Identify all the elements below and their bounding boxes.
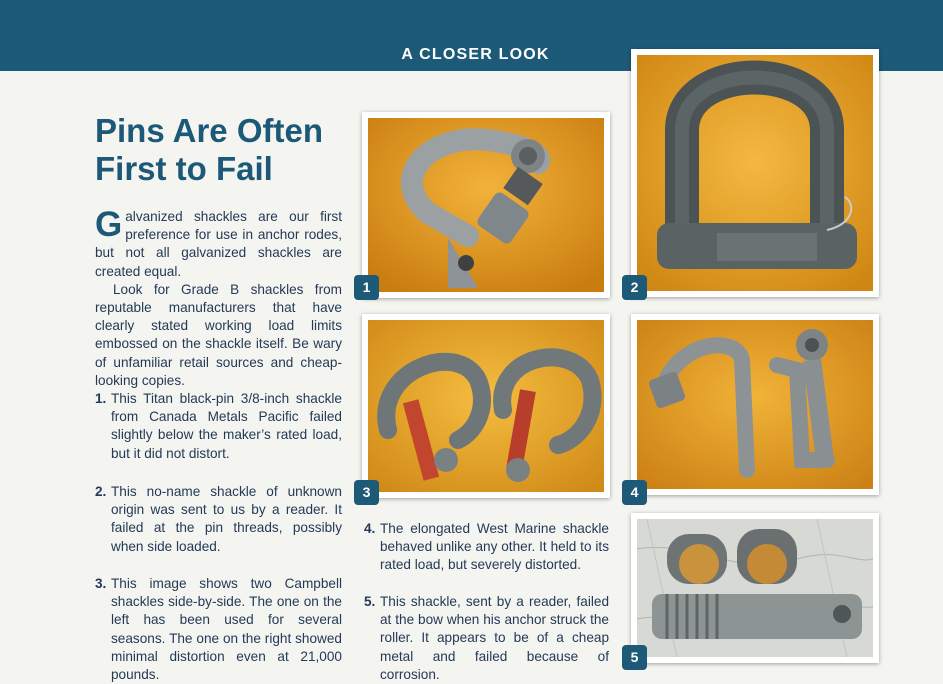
photo-3-frame <box>362 314 610 498</box>
photo-5-frame <box>631 513 879 663</box>
caption-5 <box>364 593 609 684</box>
caption-text: This no-name shackle of unknown origin was sent to us by a reader. It failed at the pin threads, possibly when side loaded. <box>111 484 342 554</box>
caption-1 <box>95 390 342 463</box>
photo-2 <box>637 55 873 291</box>
caption-3 <box>95 575 342 684</box>
caption-4 <box>364 520 609 575</box>
article-title: Pins Are Often First to Fail <box>95 112 323 187</box>
caption-text: This image shows two Campbell shackles side-by-side. The one on the left has been used for several seasons. The one on the right showed minimal distortion even at 21,000 pounds. <box>111 576 342 683</box>
intro-paragraph <box>95 205 342 281</box>
section-label: A CLOSER LOOK <box>401 46 550 63</box>
drop-cap: G <box>95 205 123 244</box>
photo-5 <box>637 519 873 657</box>
caption-text: This shackle, sent by a reader, failed at the bow when his anchor struck the roller. It appears to be of a cheap metal and failed because of corrosion. <box>380 594 609 682</box>
photo-1-frame <box>362 112 610 298</box>
caption-text: This Titan black-pin 3/8-inch shackle from Canada Metals Pacific failed slightly below the maker’s rated load, but it did not distort. <box>111 391 342 461</box>
photo-1-badge: 1 <box>354 275 379 300</box>
caption-number: 1. <box>95 391 107 406</box>
photo-3-badge: 3 <box>354 480 379 505</box>
caption-2 <box>95 483 342 556</box>
caption-number: 4. <box>364 521 376 536</box>
paragraph-2: Look for Grade B shackles from reputable manufacturers that have clearly stated working load limits embossed on the shackle itself. Be wary of unfamiliar retail sources and cheap-looking copies. <box>95 281 342 388</box>
caption-text: The elongated West Marine shackle behaved unlike any other. It held to its rated load, but severely distorted. <box>380 521 609 573</box>
article-body <box>95 205 342 390</box>
caption-number: 3. <box>95 576 107 591</box>
photo-4-frame <box>631 314 879 495</box>
photo-2-frame <box>631 49 879 297</box>
caption-number: 5. <box>364 594 376 609</box>
photo-4 <box>637 320 873 489</box>
photo-5-badge: 5 <box>622 645 647 670</box>
intro-text: alvanized shackles are our first preference for use in anchor rodes, but not all galvanized shackles are created equal. <box>95 209 342 279</box>
photo-2-badge: 2 <box>622 275 647 300</box>
photo-4-badge: 4 <box>622 480 647 505</box>
photo-3 <box>368 320 604 492</box>
photo-1 <box>368 118 604 292</box>
caption-number: 2. <box>95 484 107 499</box>
